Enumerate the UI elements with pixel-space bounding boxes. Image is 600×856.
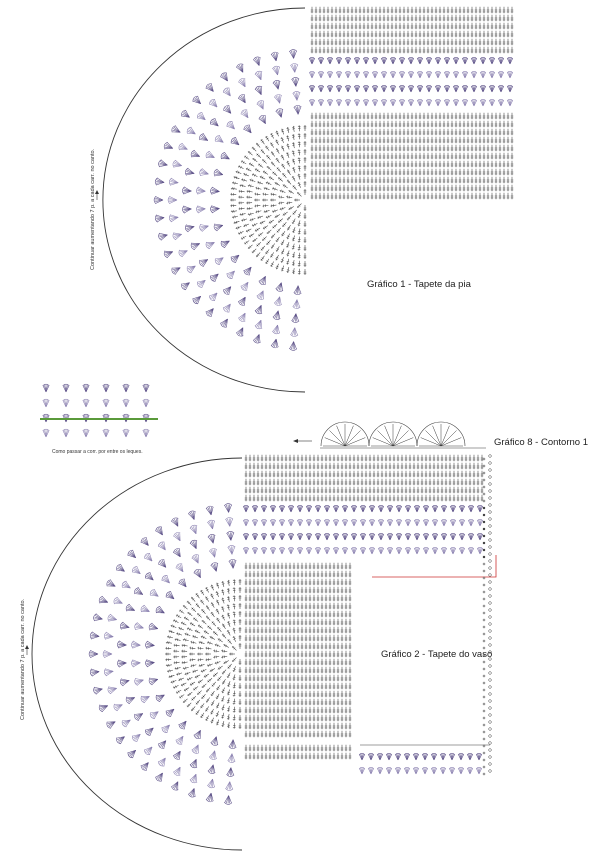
color-change-note: Como passar a corr. por entre os leques. xyxy=(52,449,143,455)
chart-2-rectangle xyxy=(243,455,493,774)
chart-1-semicircle xyxy=(154,50,306,351)
chart-1-title: Gráfico 1 - Tapete da pia xyxy=(367,279,471,290)
chart-8 xyxy=(293,422,588,775)
color-change-fans xyxy=(43,384,150,437)
chart-1-rectangle xyxy=(309,7,513,200)
chart-8-scallops xyxy=(320,422,486,448)
chart-2-semicircle xyxy=(89,504,241,805)
chart-1-increase-note: Continuar aumentando 7 p. a cada carr. no canto. xyxy=(90,148,96,270)
chart-8-direction-arrow xyxy=(293,439,312,443)
chart-2-increase-note: Continuar aumentando 7 p. a cada carr. no canto. xyxy=(20,598,26,720)
chart-1 xyxy=(90,7,513,392)
chart-8-title: Gráfico 8 - Contorno 1 xyxy=(494,437,588,448)
chart-8-corner-line xyxy=(372,555,496,577)
color-change-chart xyxy=(40,384,158,455)
chart-2 xyxy=(20,455,492,850)
chart-8-edge-stitches xyxy=(483,455,491,775)
chart-2-title: Gráfico 2 - Tapete do vaso xyxy=(381,649,493,660)
